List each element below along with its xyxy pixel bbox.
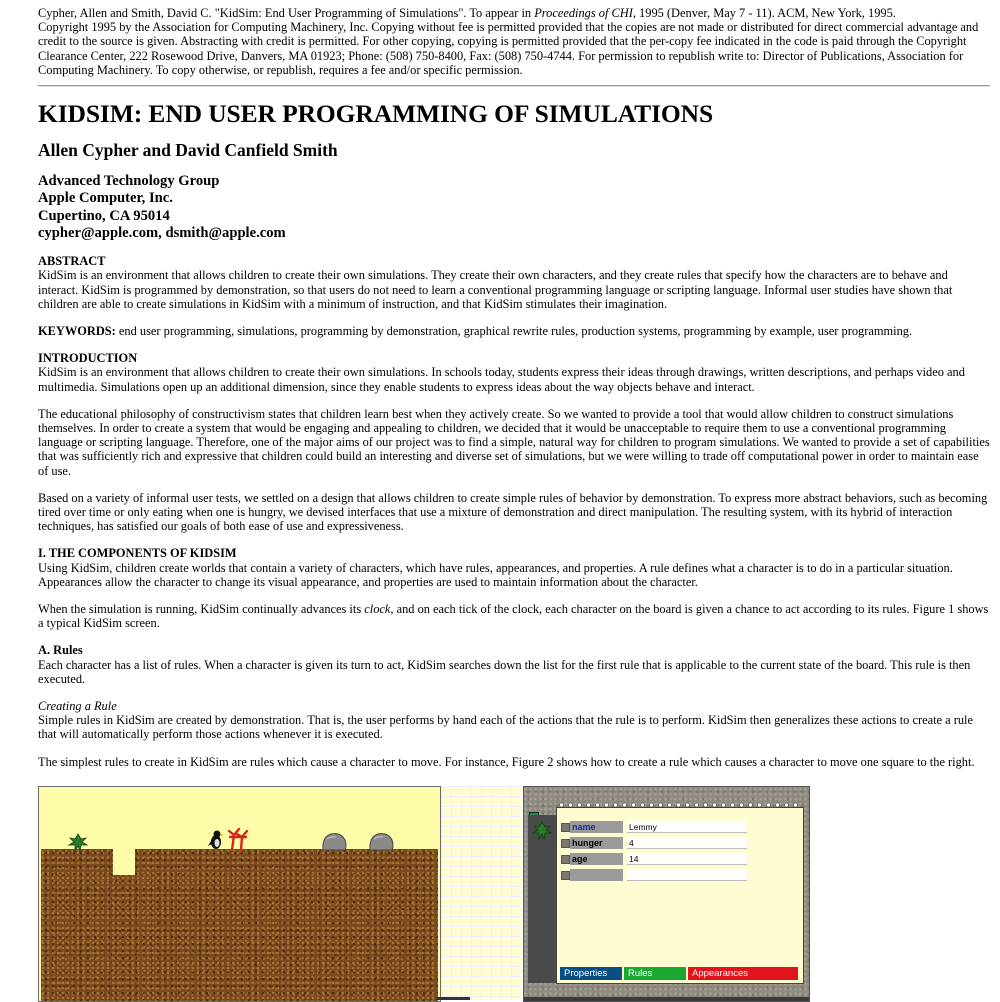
components-paragraph-2: When the simulation is running, KidSim continually advances its clock, and on each tick of the clock, each character on the board is given a chance to act according to its rules. Figure 1 shows a typical KidSim screen. (38, 602, 989, 631)
property-value[interactable]: Lemmy (627, 821, 747, 833)
rules-paragraph-2: Simple rules in KidSim are created by demonstration. That is, the user performs by hand each of the actions that the rule is to perform. KidSim then generalizes these actions to create a rule that will automatically perform those actions whenever it is executed. (38, 713, 973, 742)
paper-page (38, 6, 990, 782)
affiliation-group: Advanced Technology Group (38, 173, 220, 190)
rock-icon[interactable] (368, 831, 394, 851)
plant-character-thumbnail-icon[interactable] (531, 819, 553, 841)
notebook-spiral (557, 800, 803, 810)
game-board[interactable] (38, 786, 441, 1002)
components-heading: I. THE COMPONENTS OF KIDSIM (38, 546, 237, 561)
copyright-notice: Copyright 1995 by the Association for Computing Machinery, Inc. Copying without fee is permitted provided that the copies are not made or distributed for direct commercial advantage and credit to the source is given. Abstracting with credit is permitted. For other copying, copying is permitted provided that the per-copy fee indicated in the code is paid through the Copyright Clearance Center, 222 Rosewood Drive, Danvers, MA 01923; Phone: (508) 750-8400, Fax: (508) 750-4744. For permission to republish write to: Director of Publications, Association for Computing Machinery. To copy otherwise, or republish, requires a fee and/or specific permission. (38, 20, 979, 77)
panel-bottom-strip (524, 997, 809, 1001)
divider (38, 85, 990, 87)
property-handle-icon[interactable] (561, 871, 570, 880)
introduction-paragraph-1: KidSim is an environment that allows children to create their own simulations. In schools today, students express their ideas through drawings, written descriptions, and perhaps video and multimedia. Simulations open up an additional dimension, since they enable students to express ideas about the way objects behave and interact. (38, 365, 965, 394)
property-value[interactable] (627, 869, 747, 881)
character-panel (523, 786, 810, 1002)
introduction-paragraph-3: Based on a variety of informal user tests, we settled on a design that allows children to create simple rules of behavior by demonstration. To express more abstract behaviors, such as becoming tired over time or only eating when one is hungry, we devised interfaces that use a mixture of demonstration and direct manipulation. The resulting system, with its hybrid of interaction techniques, has satisfied our goals of both ease of use and expressiveness. (38, 490, 988, 534)
lemmy-character-icon[interactable] (207, 829, 225, 851)
plant-character-icon[interactable] (67, 831, 89, 853)
property-label: age (570, 853, 623, 865)
property-handle-icon[interactable] (561, 823, 570, 832)
components-section (38, 546, 990, 589)
rules-heading: A. Rules (38, 643, 83, 658)
abstract-text: KidSim is an environment that allows children to create their own simulations. They create their own characters, and they create rules that specify how the characters are to behave and interact. KidSim is programmed by demonstration, so that users do not need to learn a conventional programming language or scripting language. Informal user studies have shown that children are able to create simulations in KidSim with a minimum of instruction, and that KidSim stimulates their imagination. (38, 268, 953, 311)
rock-icon[interactable] (321, 831, 347, 851)
kidsim-figure (38, 786, 808, 1000)
venue: Proceedings of CHI (534, 6, 633, 20)
character-preview-strip (528, 815, 556, 983)
property-label: name (570, 821, 623, 833)
property-value[interactable]: 4 (627, 837, 747, 849)
abstract-heading: ABSTRACT (38, 254, 106, 269)
rules-paragraph-1: Each character has a list of rules. When a character is given its turn to act, KidSim searches down the list for the first rule that is applicable to the current state of the board. This rule is then executed. (38, 657, 971, 686)
affiliation-emails: cypher@apple.com, dsmith@apple.com (38, 224, 286, 241)
affiliation-block (38, 173, 990, 242)
property-label: hunger (570, 837, 623, 849)
property-label (570, 869, 623, 881)
creating-rule-heading: Creating a Rule (38, 699, 117, 714)
components-paragraph-1: Using KidSim, children create worlds that contain a variety of characters, which have rules, appearances, and properties. A rule defines what a character is to do in a particular situation. Appearances allow the character to change its visual appearance, and properties are used to maintain information about the character. (38, 560, 953, 589)
ground-gap (113, 849, 135, 875)
paper-title: KIDSIM: END USER PROGRAMMING OF SIMULATIONS (38, 99, 714, 129)
property-handle-icon[interactable] (561, 855, 570, 864)
citation-line: Cypher, Allen and Smith, David C. "KidSim: End User Programming of Simulations". To appear in Proceedings of CHI, 1995 (Denver, May 7 - 11). ACM, New York, 1995. (38, 6, 896, 20)
board-grid-area (441, 786, 521, 1000)
tab-appearances[interactable]: Appearances (688, 967, 798, 980)
citation-block (38, 6, 990, 77)
tab-rules[interactable]: Rules (624, 967, 686, 980)
keywords-text: end user programming, simulations, programming by demonstration, graphical rewrite rules, production systems, programming by example, user programming. (115, 324, 913, 339)
affiliation-address: Cupertino, CA 95014 (38, 207, 170, 224)
properties-notebook (556, 807, 804, 984)
abstract-section (38, 254, 990, 311)
introduction-paragraph-2: The educational philosophy of constructivism states that children learn best when they actively create. So we wanted to provide a tool that would allow children to construct simulations themselves. In order to create a system that would be engaging and appealing to children, we decided that it would be unacceptable to require them to use a conventional programming language or scripting language. Therefore, one of the major aims of our project was to find a simple, natural way for children to program simulations. We wanted to provide a set of capabilities that was sufficiently rich and expressive that children could build an interesting and diverse set of simulations, but we were willing to trade off computational power in order to maintain ease of use. (38, 406, 990, 478)
property-value[interactable]: 14 (627, 853, 747, 865)
red-branch-icon[interactable] (225, 825, 251, 851)
keywords-label: KEYWORDS: (38, 324, 116, 339)
rules-section (38, 643, 990, 686)
rules-paragraph-3: The simplest rules to create in KidSim are rules which cause a character to move. For instance, Figure 2 shows how to create a rule which causes a character to move one square to the right. (38, 754, 975, 769)
introduction-section (38, 351, 990, 394)
affiliation-company: Apple Computer, Inc. (38, 190, 173, 207)
ground-terrain (41, 849, 438, 1001)
introduction-heading: INTRODUCTION (38, 351, 138, 366)
keywords (38, 324, 990, 338)
clock-term: clock (364, 602, 391, 617)
property-handle-icon[interactable] (561, 839, 570, 848)
creating-rule-section (38, 699, 990, 742)
paper-authors: Allen Cypher and David Canfield Smith (38, 140, 338, 161)
tab-properties[interactable]: Properties (560, 967, 622, 980)
